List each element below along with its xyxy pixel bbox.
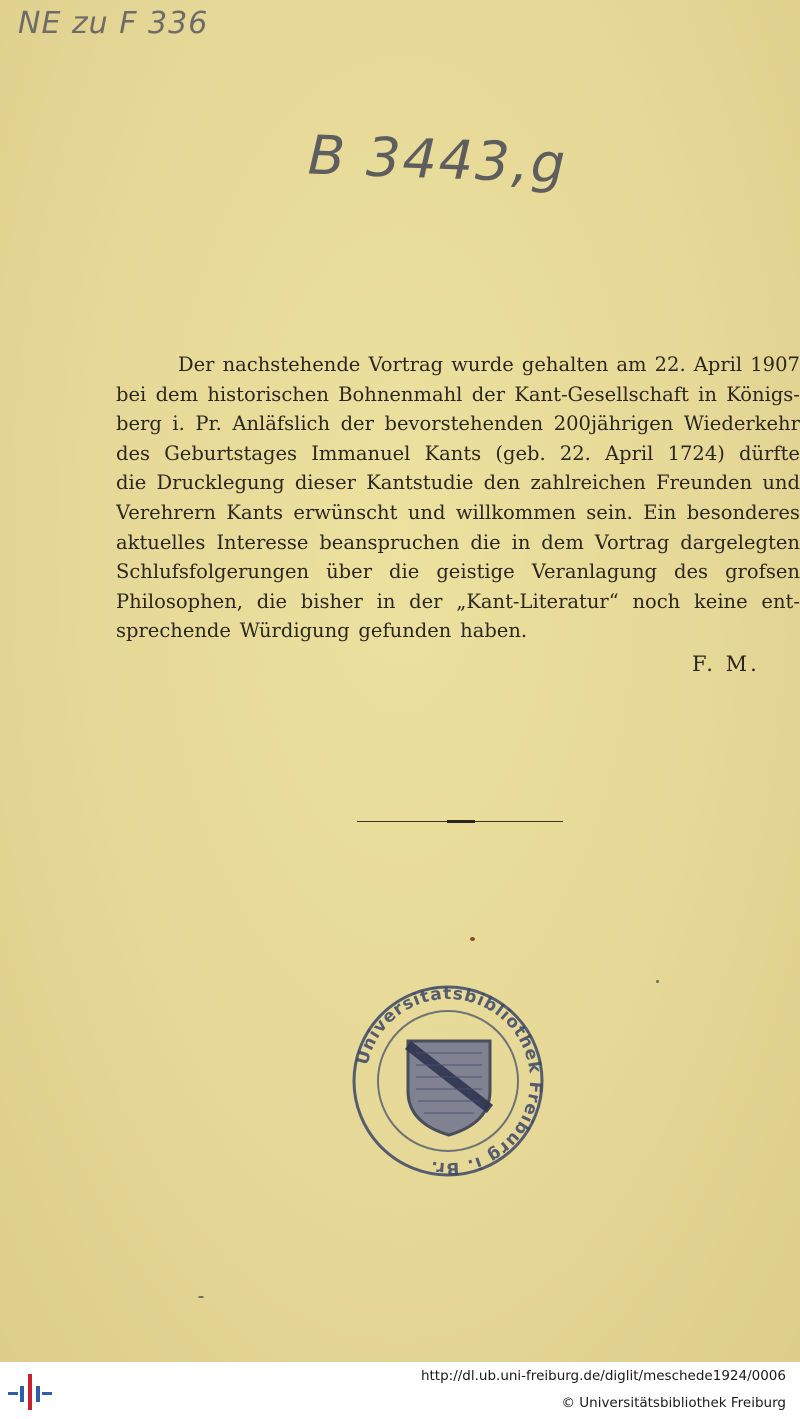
text-line	[116, 498, 800, 528]
word: nachstehende	[222, 353, 361, 376]
word: der	[409, 589, 443, 613]
word: besonderes	[686, 500, 800, 524]
text-line	[116, 350, 800, 380]
word: 22.	[559, 441, 591, 465]
word: bei	[116, 382, 147, 406]
text-line	[116, 409, 800, 439]
word: Kantstudie	[366, 471, 474, 495]
word: (geb.	[495, 441, 546, 465]
word: i.	[172, 412, 185, 436]
word: Wiederkehr	[683, 412, 800, 436]
text-line	[116, 616, 800, 646]
word: dieser	[294, 471, 356, 495]
word: bisher	[300, 589, 363, 613]
word: gefunden	[358, 619, 452, 643]
permalink-url[interactable]: http://dl.ub.uni-freiburg.de/diglit/meschede1924/0006	[420, 1368, 786, 1384]
word: ent-	[761, 589, 800, 613]
word: am	[616, 353, 647, 376]
word: in	[376, 589, 396, 613]
word: beanspruchen	[319, 530, 460, 554]
signature-initials: F. M.	[692, 652, 760, 676]
word: berg	[116, 412, 162, 436]
ink-speck	[198, 1296, 204, 1298]
word: der	[340, 412, 374, 436]
library-stamp	[350, 983, 546, 1179]
word: haben.	[460, 619, 528, 643]
word: April	[605, 441, 654, 465]
word: Schlufsfolgerungen	[116, 560, 310, 584]
word: April	[693, 353, 743, 376]
word: Veranlagung	[531, 560, 658, 584]
word: dargelegten	[680, 530, 800, 554]
word: und	[407, 500, 446, 524]
word: Der	[178, 353, 215, 376]
handwritten-shelfmark: NE zu F 336	[18, 6, 209, 41]
text-line	[116, 380, 800, 410]
text-line	[116, 587, 800, 617]
text-line	[116, 468, 800, 498]
word: Immanuel	[311, 441, 411, 465]
text-line	[116, 528, 800, 558]
ink-speck	[656, 980, 659, 983]
word: Geburtstages	[164, 441, 298, 465]
word: über	[326, 560, 373, 584]
word: in	[511, 530, 531, 554]
word: die	[389, 560, 420, 584]
word: Verehrern	[116, 500, 216, 524]
word: keine	[693, 589, 748, 613]
handwritten-call-number: B 3443,g	[306, 123, 569, 196]
word: Bohnenmahl	[338, 382, 463, 406]
word: dem	[541, 530, 584, 554]
word: sein.	[586, 500, 633, 524]
word: die	[470, 530, 501, 554]
word: noch	[632, 589, 681, 613]
word: die	[116, 471, 147, 495]
word: aktuelles	[116, 530, 206, 554]
viewer-footer	[0, 1362, 800, 1419]
word: Anläfslich	[232, 412, 331, 436]
word: Interesse	[216, 530, 309, 554]
word: gehalten	[521, 353, 609, 376]
word: bevorstehenden	[384, 412, 544, 436]
word: Königs-	[726, 382, 800, 406]
word: historischen	[207, 382, 329, 406]
word: dürfte	[739, 441, 800, 465]
word: wurde	[451, 353, 514, 376]
word: Kants	[424, 441, 482, 465]
stamp-text: Universitätsbibliothek Freiburg i. Br.	[352, 983, 546, 1179]
word: Ein	[643, 500, 677, 524]
word: die	[256, 589, 287, 613]
word: 22.	[654, 353, 686, 376]
word: dem	[155, 382, 199, 406]
ink-speck	[470, 937, 475, 941]
word: geistige	[436, 560, 515, 584]
preface-paragraph	[116, 350, 800, 646]
word: 1907	[750, 353, 800, 376]
word: Kant-Gesellschaft	[514, 382, 689, 406]
word: Kants	[226, 500, 284, 524]
word: den	[483, 471, 521, 495]
text-line	[116, 439, 800, 469]
word: Würdigung	[239, 619, 350, 643]
copyright-notice: © Universitätsbibliothek Freiburg	[561, 1395, 786, 1411]
word: 200jährigen	[553, 412, 674, 436]
decorative-rule-center	[447, 820, 475, 823]
word: und	[762, 471, 800, 495]
word: der	[471, 382, 506, 406]
library-logo-icon	[8, 1372, 52, 1412]
word: „Kant-Literatur“	[456, 589, 619, 613]
word: willkommen	[455, 500, 576, 524]
word: erwünscht	[293, 500, 398, 524]
word: grofsen	[725, 560, 800, 584]
word: in	[698, 382, 717, 406]
word: des	[116, 441, 151, 465]
word: 1724)	[667, 441, 725, 465]
word: sprechende	[116, 619, 231, 643]
word: Drucklegung	[156, 471, 285, 495]
word: Freunden	[656, 471, 753, 495]
word: zahlreichen	[530, 471, 646, 495]
word: Pr.	[195, 412, 222, 436]
word: Vortrag	[368, 353, 444, 376]
coat-of-arms-icon	[408, 1041, 490, 1135]
word: des	[674, 560, 709, 584]
word: Philosophen,	[116, 589, 243, 613]
word: Vortrag	[594, 530, 670, 554]
text-line	[116, 557, 800, 587]
